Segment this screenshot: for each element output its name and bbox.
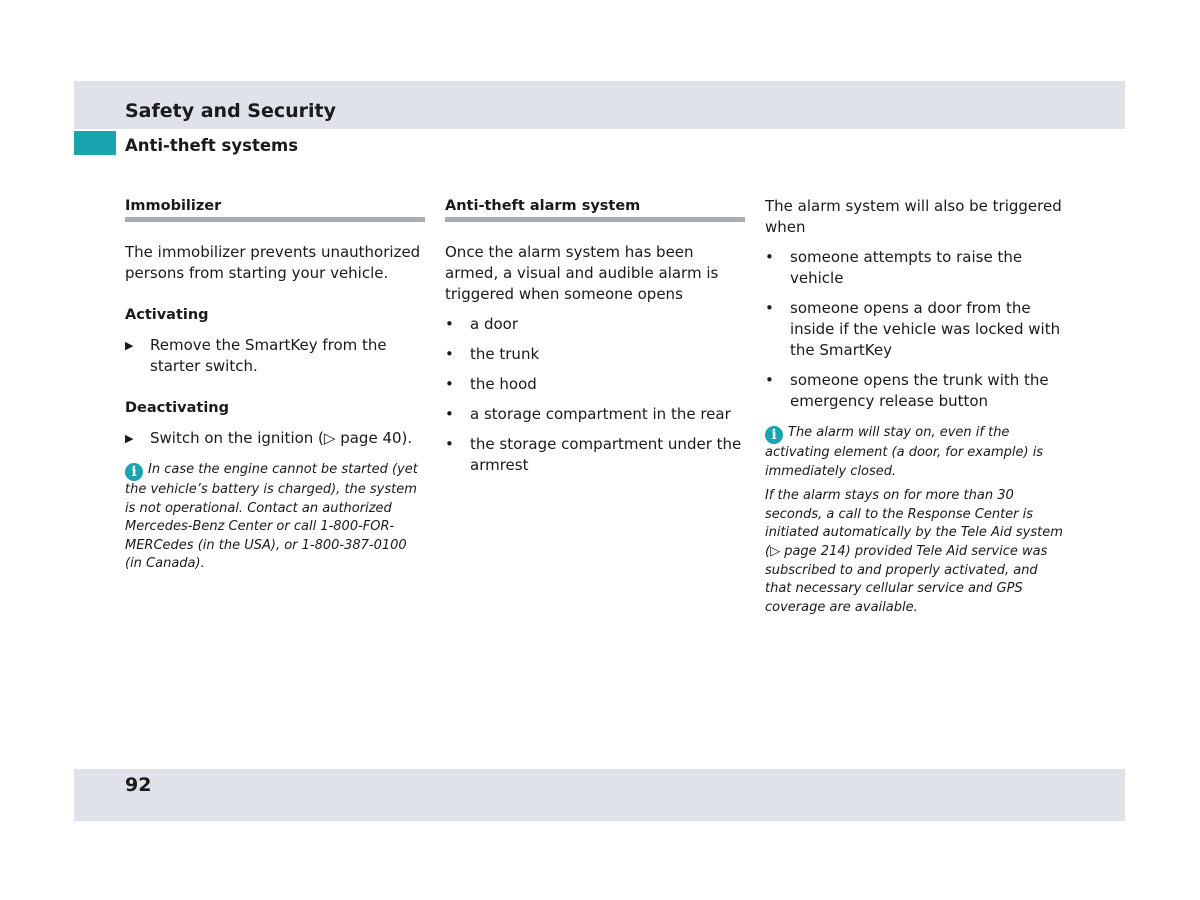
- list-item: [765, 247, 1065, 289]
- list-item: [765, 370, 1065, 412]
- alarm-also-intro: The alarm system will also be triggered when: [765, 197, 1062, 236]
- section-title: Anti-theft systems: [125, 136, 299, 155]
- column-immobilizer: [125, 196, 425, 580]
- step-arrow-icon: ▶: [125, 339, 134, 352]
- list-item-text: the hood: [470, 375, 537, 393]
- activating-step: [125, 335, 425, 377]
- list-item-text: the storage compartment under the armrest: [470, 435, 742, 474]
- bullet-icon: •: [445, 405, 454, 423]
- list-item: [445, 404, 745, 425]
- bullet-icon: •: [445, 435, 454, 453]
- info-icon: i: [125, 463, 143, 481]
- alarm-response-note: If the alarm stays on for more than 30 seconds, a call to the Response Center is initiated automatically by the Tele Aid system (▷ page 214) provided Tele Aid service was subscribed to and properly activated, and that necessary cellular service and GPS coverage are available.: [765, 488, 1063, 615]
- bullet-icon: •: [445, 375, 454, 393]
- list-item-text: someone opens a door from the inside if the vehicle was locked with the SmartKey: [790, 299, 1061, 359]
- heading-rule: [125, 217, 425, 222]
- deactivating-step-text: Switch on the ignition (▷ page 40).: [150, 429, 413, 447]
- column-alarm-continued: [765, 196, 1065, 623]
- alarm-trigger-list: [445, 314, 745, 476]
- list-item: [445, 344, 745, 365]
- list-item: [445, 314, 745, 335]
- chapter-title: Safety and Security: [125, 100, 337, 122]
- activating-step-text: Remove the SmartKey from the starter switch.: [150, 336, 387, 375]
- activating-heading: Activating: [125, 307, 209, 323]
- list-item: [445, 434, 745, 476]
- alarm-heading: Anti-theft alarm system: [445, 198, 641, 214]
- section-marker: [74, 131, 116, 155]
- info-icon: i: [765, 426, 783, 444]
- list-item: [765, 298, 1065, 361]
- deactivating-step: [125, 428, 425, 449]
- heading-rule: [445, 217, 745, 222]
- immobilizer-heading: Immobilizer: [125, 198, 222, 214]
- page-number: 92: [125, 774, 152, 796]
- list-item-text: the trunk: [470, 345, 540, 363]
- bullet-icon: •: [765, 248, 774, 266]
- bullet-icon: •: [445, 315, 454, 333]
- alarm-note-text: The alarm will stay on, even if the activating element (a door, for example) is immediately closed.: [765, 425, 1044, 479]
- footer-band: [74, 769, 1125, 821]
- step-arrow-icon: ▶: [125, 432, 134, 445]
- bullet-icon: •: [765, 371, 774, 389]
- list-item-text: someone opens the trunk with the emergency release button: [790, 371, 1049, 410]
- column-alarm: [445, 196, 745, 485]
- immobilizer-intro: The immobilizer prevents unauthorized persons from starting your vehicle.: [125, 243, 421, 282]
- list-item-text: a storage compartment in the rear: [470, 405, 731, 423]
- alarm-note: [765, 424, 1065, 481]
- alarm-intro: Once the alarm system has been armed, a visual and audible alarm is triggered when someone opens: [445, 243, 719, 303]
- immobilizer-note-text: In case the engine cannot be started (yet the vehicle’s battery is charged), the system is not operational. Contact an authorized Mercedes-Benz Center or call 1-800-FOR-MERCedes (in the USA), or 1-800-387-0100 (in Canada).: [125, 462, 418, 572]
- bullet-icon: •: [445, 345, 454, 363]
- immobilizer-note: [125, 461, 425, 574]
- alarm-extra-trigger-list: [765, 247, 1065, 412]
- list-item-text: someone attempts to raise the vehicle: [790, 248, 1023, 287]
- list-item-text: a door: [470, 315, 519, 333]
- bullet-icon: •: [765, 299, 774, 317]
- deactivating-heading: Deactivating: [125, 400, 229, 416]
- list-item: [445, 374, 745, 395]
